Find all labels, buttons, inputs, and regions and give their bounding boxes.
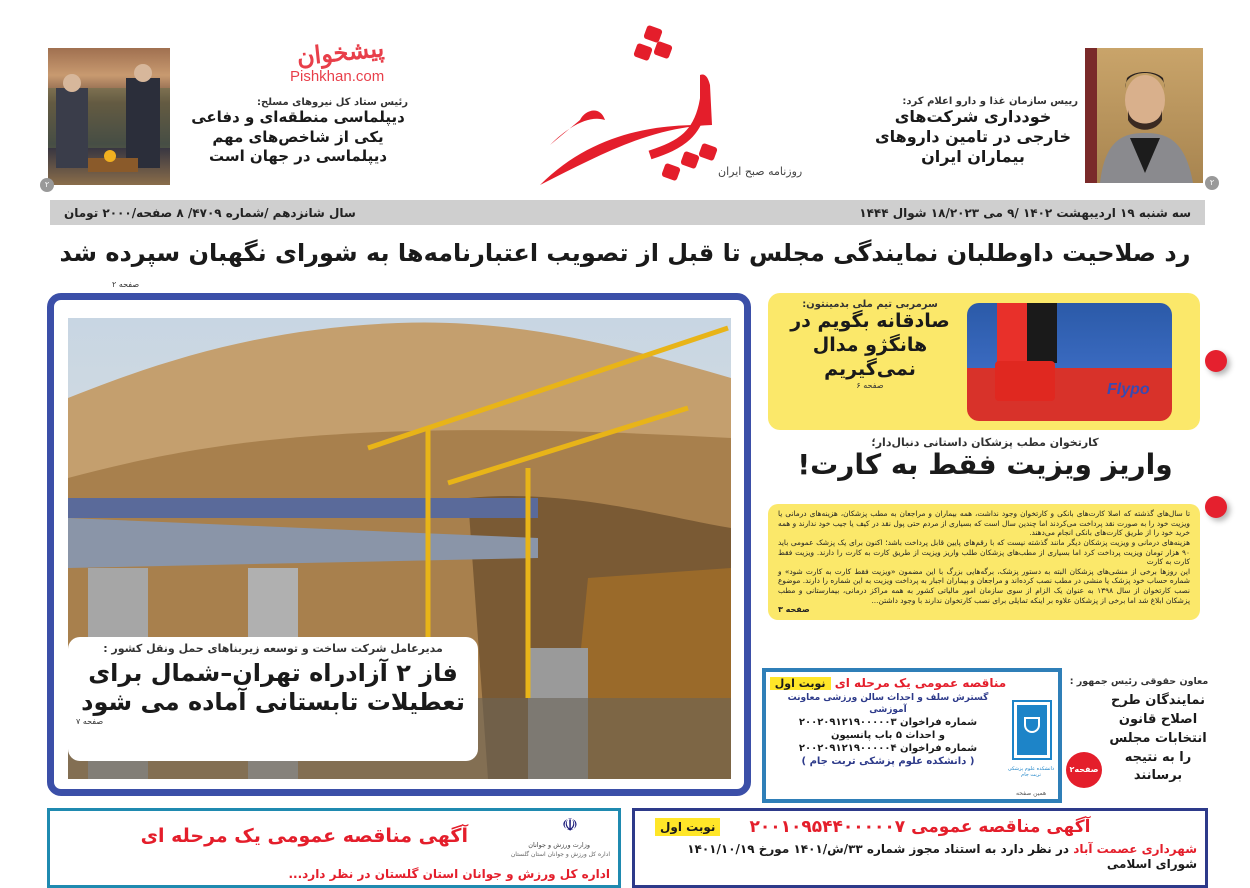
tender-ad-1-line4: ( دانشکده علوم پزشکی تربت جام ) [801,756,975,768]
photo-story-frame[interactable] [47,293,751,796]
top-right-kicker: رییس سازمان غذا و دارو اعلام کرد: [902,96,1078,107]
university-logo-icon [1014,702,1050,758]
photo-story-page: صفحه ۷ [76,716,104,726]
tender-ad-1-line3: شماره فراخوان ۲۰۰۲۰۹۱۲۱۹۰۰۰۰۰۴ [798,743,978,755]
top-right-photo [1085,48,1203,183]
vp-blurb-kicker: معاون حقوقی رئیس جمهور : [1069,676,1209,687]
sports-text [782,299,958,390]
sports-box[interactable] [768,293,1200,430]
card-story-paragraph: هزینه‌های درمانی و ویزیت پزشکان دیگر مانند گذشته نیست که با رقم‌های پایین قابل پرداخت باشد؛ اکنون برای یک پزشک عمومی باید ۹۰ هزار تومان ویزیت پرداخت کرد اما بسیاری از مطب‌های پزشکان طلب واریز ویزیت از طریق کارت به کارت را دارند. ویزیت فقط کارت به کارت [778,537,1190,567]
card-story-headline: واریز ویزیت فقط به کارت! [797,448,1173,481]
masthead-tagline: روزنامه صبح ایران [718,165,803,178]
date-info: سه شنبه ۱۹ اردیبهشت ۱۴۰۲ /۹ می ۱۸/۲۰۲۳ شوال ۱۴۴۴ [859,205,1191,220]
watermark [290,33,386,94]
top-left-headline: دیپلماسی منطقه‌ای و دفاعی یکی از شاخص‌های مهم دیپلماسی در جهان است [191,108,405,165]
sports-kicker: سرمربی تیم ملی بدمینتون: [802,299,938,310]
top-left-photo [48,48,170,185]
watermark-logo: پیشخوان [295,33,386,72]
watermark-url: Pishkhan.com [290,68,385,85]
tender-ad-2-body: در نظر دارد به استناد مجوز شماره ۳۳/ش/۱۴۰۱ مورخ ۱۴۰۱/۱۰/۱۹ شورای اسلامی [687,842,1197,871]
card-story-kicker: کارتخوان مطب پزشکان داستانی دنبال‌دار؛ [871,436,1099,449]
photo-story-kicker: مدیرعامل شرکت ساخت و توسعه زیربناهای حمل ونقل کشور : [103,642,443,655]
date-bar [50,200,1205,225]
tender-ad-2-org: شهرداری عصمت آباد [1073,842,1197,856]
card-story-paragraph: این روزها برخی از منشی‌های پزشکان البته به دستور پزشک، برگه‌هایی بزرگ با این مضمون «ویزیت فقط کارت به کارت شود» و شماره حساب خود پزشک یا منشی در مطب نصب کرده‌اند و مراجعان و بیماران اجبار به پرداخت ویزیت به این شماره را دارند. موضوع نصب کارتخوان از سال ۱۳۹۸ به عنوان یک الزام از سوی سازمان امور مالیاتی کشور به همه مراکز درمانی، بیمارستانی و مطب پزشکان ابلاغ شد اما برخی از پزشکان علاوه بر اینکه تمایلی برای نصب کارتخوان ندارند با وجود داشتن... [778,566,1190,605]
sports-page: صفحه ۶ [856,381,884,391]
banner-text: Flypo [1107,381,1150,398]
card-story-body [768,504,1200,620]
tender-ad-1-title: مناقصه عمومی یک مرحله ای [834,676,1007,690]
page-marker-right: ۲ [1205,176,1219,190]
tender-ad-1-subtitle: گسترش سلف و احداث سالن ورزشی معاونت آموزشی [787,692,989,715]
card-story-header[interactable] [770,436,1200,481]
tender-ad-1-line1: شماره فراخوان ۲۰۰۲۰۹۱۲۱۹۰۰۰۰۰۳ [798,717,978,729]
top-right-headline: خودداری شرکت‌های خارجی در تامین داروهای بیماران ایران [874,107,1072,166]
photo-story-caption [68,637,478,761]
tender-ad-1[interactable] [762,668,1062,803]
ministry-emblem-icon: ☫ [561,815,578,836]
tender-ad-3-title: آگهی مناقصه عمومی یک مرحله ای [140,825,468,847]
tender-ad-1-line2: و احداث ۵ باب پانسیون [830,730,946,742]
tender-ad-1-footer: همین صفحه [1016,790,1047,797]
top-left-story[interactable] [178,97,418,167]
issue-info: سال شانزدهم /شماره ۴۷۰۹/ ۸ صفحه/۲۰۰۰ تومان [64,205,356,220]
red-dot-marker [1205,496,1227,518]
page-marker-left: ۲ [40,178,54,192]
tender-ad-3-body: اداره کل ورزش و جوانان استان گلستان در نظر دارد... [288,867,610,881]
ministry-name: وزارت ورزش و جوانان [528,841,590,849]
top-right-story[interactable] [868,96,1078,167]
tender-ad-2-badge: نوبت اول [655,818,720,836]
sports-headline: صادقانه بگویم در هانگژو مدال نمی‌گیریم [790,310,950,380]
tender-ad-2-title: آگهی مناقصه عمومی ۲۰۰۱۰۹۵۴۴۰۰۰۰۰۷ [749,817,1091,837]
photo-story-headline: فاز ۲ آزادراه تهران–شمال برای تعطیلات تابستانی آماده می شود [81,659,465,716]
tender-ad-3[interactable] [47,808,621,888]
card-story-paragraph: تا سال‌های گذشته که اصلا کارت‌های بانکی و کارتخوان وجود نداشت، همه بیماران و مراجعان به مطب پزشکان، هزینه‌های درمانی یا ویزیت خود را به صورت نقد پرداخت می‌کردند اما چندین سال است که بسیاری از مردم حتی پول نقد در کیف یا جیب خود ندارند و همه خرید خود را از طریق کارت‌های بانکی انجام می‌دهند. [778,509,1190,538]
top-left-kicker: رئیس ستاد کل نیروهای مسلح: [257,97,408,108]
badminton-photo [967,303,1172,421]
tender-ad-2[interactable] [632,808,1208,888]
vp-blurb-headline[interactable]: نمایندگان طرح اصلاح قانون انتخابات مجلس را به نتیجه برسانند [1109,693,1207,784]
main-headline-page: صفحه ۲ [112,280,140,289]
tender-ad-1-badge: نوبت اول [770,677,831,690]
red-dot-marker [1205,350,1227,372]
vp-blurb-page-badge: صفحه۲ [1066,752,1102,788]
masthead-logo [530,15,810,195]
ministry-dept: اداره کل ورزش و جوانان استان گلستان [510,851,610,858]
main-headline[interactable]: رد صلاحیت داوطلبان نمایندگی مجلس تا قبل از تصویب اعتبارنامه‌ها به شورای نگهبان سپرده شد [59,239,1191,267]
card-story-page: صفحه ۳ [778,605,810,615]
university-logo-caption: دانشکده علوم پزشکی تربت جام [1007,766,1055,778]
